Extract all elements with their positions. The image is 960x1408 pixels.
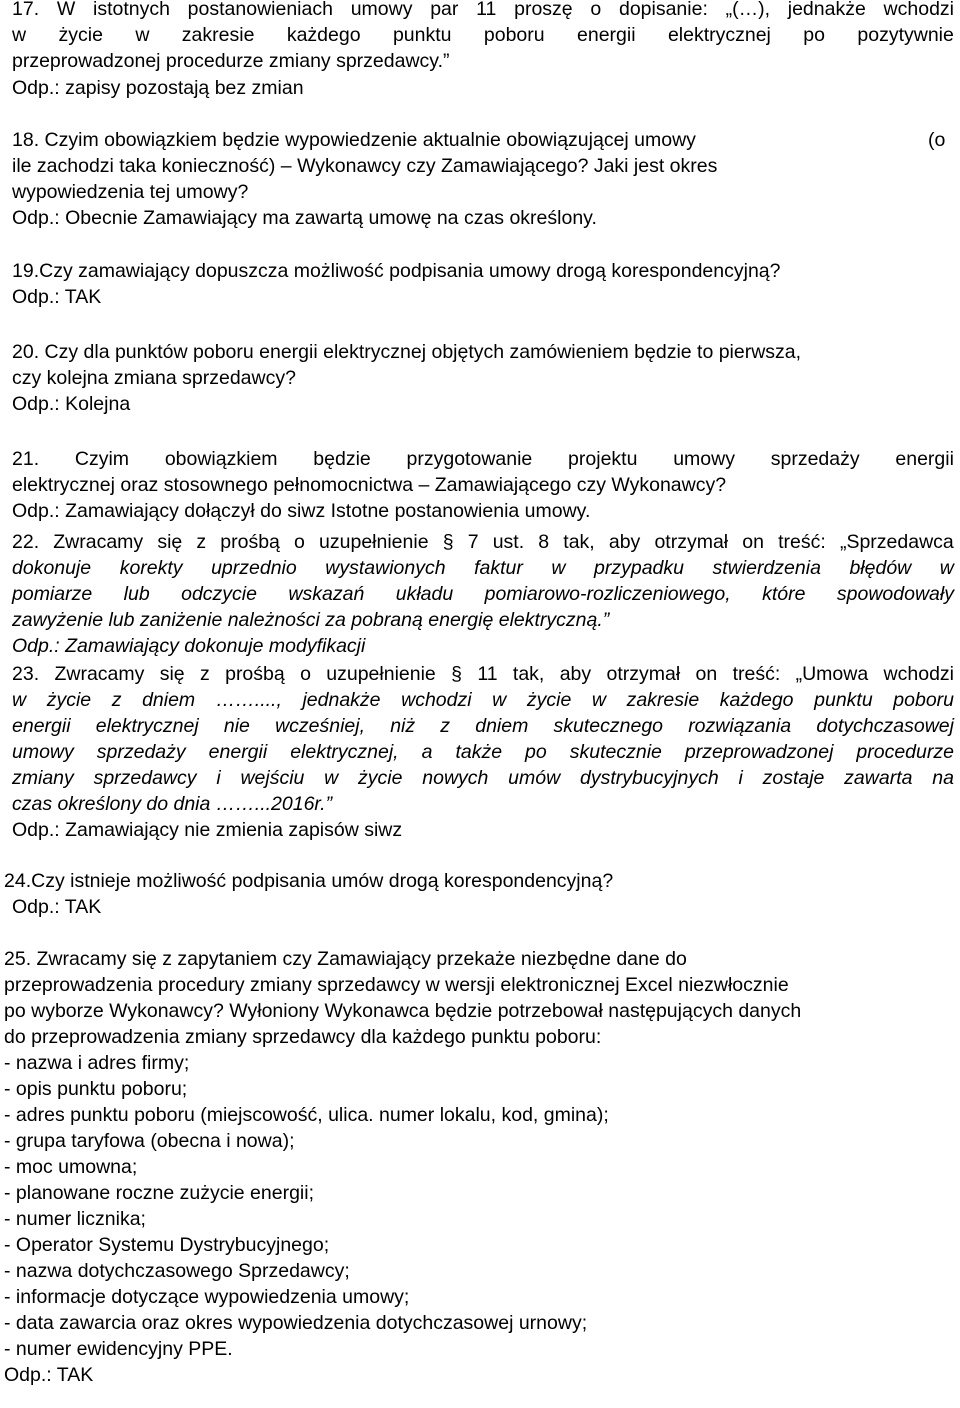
word: i (738, 767, 743, 789)
word: umowy (673, 448, 735, 470)
word: 7 (467, 531, 479, 553)
word: układu (395, 583, 454, 605)
italic-answer-line (12, 633, 365, 659)
word: po (525, 741, 547, 763)
word: postanowieniach (187, 0, 333, 20)
text-line: po wyborze Wykonawcy? Wyłoniony Wykonawca będzie potrzebował następujących danych (4, 1000, 802, 1022)
word: każdego (719, 689, 794, 711)
word: w (324, 767, 339, 789)
word: „Sprzedawca (839, 531, 954, 553)
word: Zwracamy (53, 531, 144, 553)
word: umów (508, 767, 561, 789)
word: sprzedawcy (93, 767, 197, 789)
word: prośbą (225, 663, 285, 685)
word: o (590, 0, 602, 20)
word: istotnych (92, 0, 170, 20)
italic-line (12, 607, 609, 633)
word: 23. (12, 663, 40, 685)
word: W (56, 0, 76, 20)
list-item: - planowane roczne zużycie energii; (4, 1182, 315, 1204)
line-text: czas określony do dnia ……...2016r.” (12, 793, 333, 815)
word: on (695, 663, 718, 685)
text-line: do przeprowadzenia zmiany sprzedawcy dla każdego punktu poboru: (4, 1026, 602, 1048)
word: aby (559, 663, 592, 685)
word: § (442, 531, 454, 553)
word: par (430, 0, 459, 20)
word: w (135, 24, 150, 46)
answer-line: Odp.: Obecnie Zamawiający ma zawartą umowę na czas określony. (12, 207, 597, 229)
word: 11 (476, 0, 497, 20)
list-item: - data zawarcia oraz okres wypowiedzenia dotychczasowej urnowy; (4, 1312, 588, 1334)
answer-line: Odp.: Zamawiający dołączył do siwz Istotne postanowienia umowy. (12, 500, 591, 522)
text-line: przeprowadzenia procedury zmiany sprzedawcy w wersji elektronicznej Excel niezwłocznie (4, 974, 789, 996)
italic-line (12, 765, 954, 791)
list-item: - nazwa dotychczasowego Sprzedawcy; (4, 1260, 350, 1282)
word: Zwracamy (54, 663, 145, 685)
text-line: 20. Czy dla punktów poboru energii elektrycznej objętych zamówieniem będzie to pierwsza, (12, 341, 802, 363)
word: poboru (893, 689, 954, 711)
word: tak, (512, 663, 545, 685)
text-line: wypowiedzenia tej umowy? (12, 181, 249, 203)
word: tak, (563, 531, 595, 553)
word: i (216, 767, 221, 789)
word: punktu (392, 24, 452, 46)
word: życie (358, 767, 403, 789)
answer-line: Odp.: TAK (12, 286, 102, 308)
word: się (159, 663, 185, 685)
word: prośbą (220, 531, 280, 553)
word: się (157, 531, 183, 553)
word: o (294, 531, 305, 553)
word: ust. (492, 531, 525, 553)
word: elektrycznej (667, 24, 771, 46)
word: o (300, 663, 311, 685)
word: a (421, 741, 433, 763)
word: umowy (12, 741, 74, 763)
word: jednakże (787, 0, 866, 20)
italic-line (12, 739, 954, 765)
word: w (12, 689, 27, 711)
answer-line: Odp.: TAK (4, 1364, 94, 1386)
word: dniem (142, 689, 196, 711)
word: otrzymał (606, 663, 681, 685)
word: aby (608, 531, 641, 553)
text-line: elektrycznej oraz stosownego pełnomocnictwa – Zamawiającego czy Wykonawcy? (12, 474, 727, 496)
word: wskazań (288, 583, 365, 605)
text-line: ile zachodzi taka konieczność) – Wykonawcy czy Zamawiającego? Jaki jest okres (12, 155, 718, 177)
text-line: czy kolejna zmiana sprzedawcy? (12, 367, 296, 389)
word: także (455, 741, 503, 763)
list-item: - grupa taryfowa (obecna i nowa); (4, 1130, 295, 1152)
word: zakresie (181, 24, 255, 46)
word: punktu (814, 689, 873, 711)
word: sprzedaży (770, 448, 860, 470)
text-line (12, 0, 954, 22)
line-text: Odp.: Zamawiający dokonuje modyfikacji (12, 635, 366, 657)
word: elektrycznej, (290, 741, 399, 763)
word: skutecznego (553, 715, 664, 737)
word: niż (390, 715, 416, 737)
word: z (196, 531, 207, 553)
word: 17. (12, 0, 40, 20)
word: zmiany (12, 767, 74, 789)
list-item: - numer licznika; (4, 1208, 146, 1230)
text-line: 19.Czy zamawiający dopuszcza możliwość podpisania umowy drogą korespondencyjną? (12, 260, 781, 282)
word: pomiarowo-rozliczeniowego, (484, 583, 731, 605)
word: on (742, 531, 764, 553)
word: 21. (12, 448, 40, 470)
word: 8 (538, 531, 550, 553)
list-item: - numer ewidencyjny PPE. (4, 1338, 233, 1360)
word: otrzymał (654, 531, 729, 553)
word: zostaje (762, 767, 825, 789)
word: przeprowadzonej (684, 741, 834, 763)
word: odczycie (181, 583, 257, 605)
word: proszę (514, 0, 573, 20)
list-item: - nazwa i adres firmy; (4, 1052, 190, 1074)
word: z (111, 689, 122, 711)
word: dystrybucyjnych (579, 767, 719, 789)
word: jednakże (302, 689, 381, 711)
text-line (12, 446, 954, 472)
word: pomiarze (12, 583, 93, 605)
text-line: 18. Czyim obowiązkiem będzie wypowiedzenie aktualnie obowiązującej umowy (12, 129, 696, 151)
text-line: 25. Zwracamy się z zapytaniem czy Zamawiający przekaże niezbędne dane do (4, 948, 687, 970)
word: wystawionych (325, 557, 446, 579)
word: „(…), (725, 0, 771, 20)
word: które (762, 583, 806, 605)
list-item: - Operator Systemu Dystrybucyjnego; (4, 1234, 330, 1256)
word: obowiązkiem (164, 448, 278, 470)
word: sprzedaży (96, 741, 186, 763)
word: wchodzi (883, 663, 954, 685)
word: uzupełnienie (319, 531, 429, 553)
answer-line: Odp.: Zamawiający nie zmienia zapisów siwz (12, 819, 403, 841)
list-item: - opis punktu poboru; (4, 1078, 188, 1100)
word: 22. (12, 531, 40, 553)
word: w (939, 557, 954, 579)
word: z (200, 663, 210, 685)
word: przypadku (594, 557, 684, 579)
word: dokonuje (12, 557, 92, 579)
word: ……...., (215, 689, 282, 711)
word: energii (12, 715, 71, 737)
text-fragment: (o (928, 129, 946, 151)
text-line: 24.Czy istnieje możliwość podpisania umów drogą korespondencyjną? (4, 870, 614, 892)
word: procedurze (856, 741, 954, 763)
word: „Umowa (795, 663, 869, 685)
word: projektu (568, 448, 638, 470)
word: umowy (350, 0, 413, 20)
word: korekty (119, 557, 183, 579)
word: treść: (778, 531, 826, 553)
word: zawarta (844, 767, 913, 789)
word: dopisanie: (618, 0, 708, 20)
word: uzupełnienie (326, 663, 436, 685)
word: skutecznie (569, 741, 662, 763)
word: pozytywnie (857, 24, 954, 46)
word: z (440, 715, 451, 737)
word: przygotowanie (406, 448, 533, 470)
list-item: - informacje dotyczące wypowiedzenia umowy; (4, 1286, 410, 1308)
word: każdego (286, 24, 361, 46)
italic-line (12, 555, 954, 581)
text-line: przeprowadzonej procedurze zmiany sprzedawcy.” (12, 50, 450, 72)
answer-line: Odp.: Kolejna (12, 393, 131, 415)
text-line (12, 529, 954, 555)
word: zakresie (626, 689, 700, 711)
word: będzie (313, 448, 371, 470)
word: wejściu (240, 767, 305, 789)
word: życie (526, 689, 572, 711)
word: wcześniej, (275, 715, 366, 737)
word: stwierdzenia (712, 557, 821, 579)
word: w (12, 24, 27, 46)
word: § (451, 663, 462, 685)
word: lub (123, 583, 150, 605)
word: w (591, 689, 606, 711)
word: w (551, 557, 566, 579)
word: 11 (477, 663, 498, 685)
word: życie (58, 24, 103, 46)
italic-line (12, 581, 954, 607)
word: wchodzi (883, 0, 954, 20)
text-line (12, 661, 954, 687)
italic-line (12, 713, 954, 739)
word: spowodowały (836, 583, 954, 605)
word: błędów (849, 557, 912, 579)
word: treść: (732, 663, 781, 685)
word: po (803, 24, 825, 46)
word: wchodzi (401, 689, 472, 711)
word: dotychczasowej (816, 715, 954, 737)
word: energii (895, 448, 954, 470)
italic-line (12, 687, 954, 713)
answer-line: Odp.: TAK (12, 896, 102, 918)
word: poboru (483, 24, 545, 46)
line-text: zawyżenie lub zaniżenie należności za pobraną energię elektryczną.” (12, 609, 610, 631)
word: dniem (475, 715, 529, 737)
word: rozwiązania (688, 715, 792, 737)
word: Czyim (74, 448, 130, 470)
list-item: - adres punktu poboru (miejscowość, ulica. numer lokalu, kod, gmina); (4, 1104, 609, 1126)
word: energii (208, 741, 268, 763)
word: nowych (422, 767, 489, 789)
list-item: - moc umowna; (4, 1156, 138, 1178)
text-line (12, 22, 954, 48)
word: nie (223, 715, 250, 737)
word: w (492, 689, 507, 711)
word: życie (46, 689, 92, 711)
word: energii (577, 24, 636, 46)
answer-line: Odp.: zapisy pozostają bez zmian (12, 77, 304, 99)
italic-line (12, 791, 332, 817)
word: uprzednio (211, 557, 297, 579)
word: elektrycznej (95, 715, 199, 737)
word: faktur (474, 557, 523, 579)
word: na (932, 767, 954, 789)
